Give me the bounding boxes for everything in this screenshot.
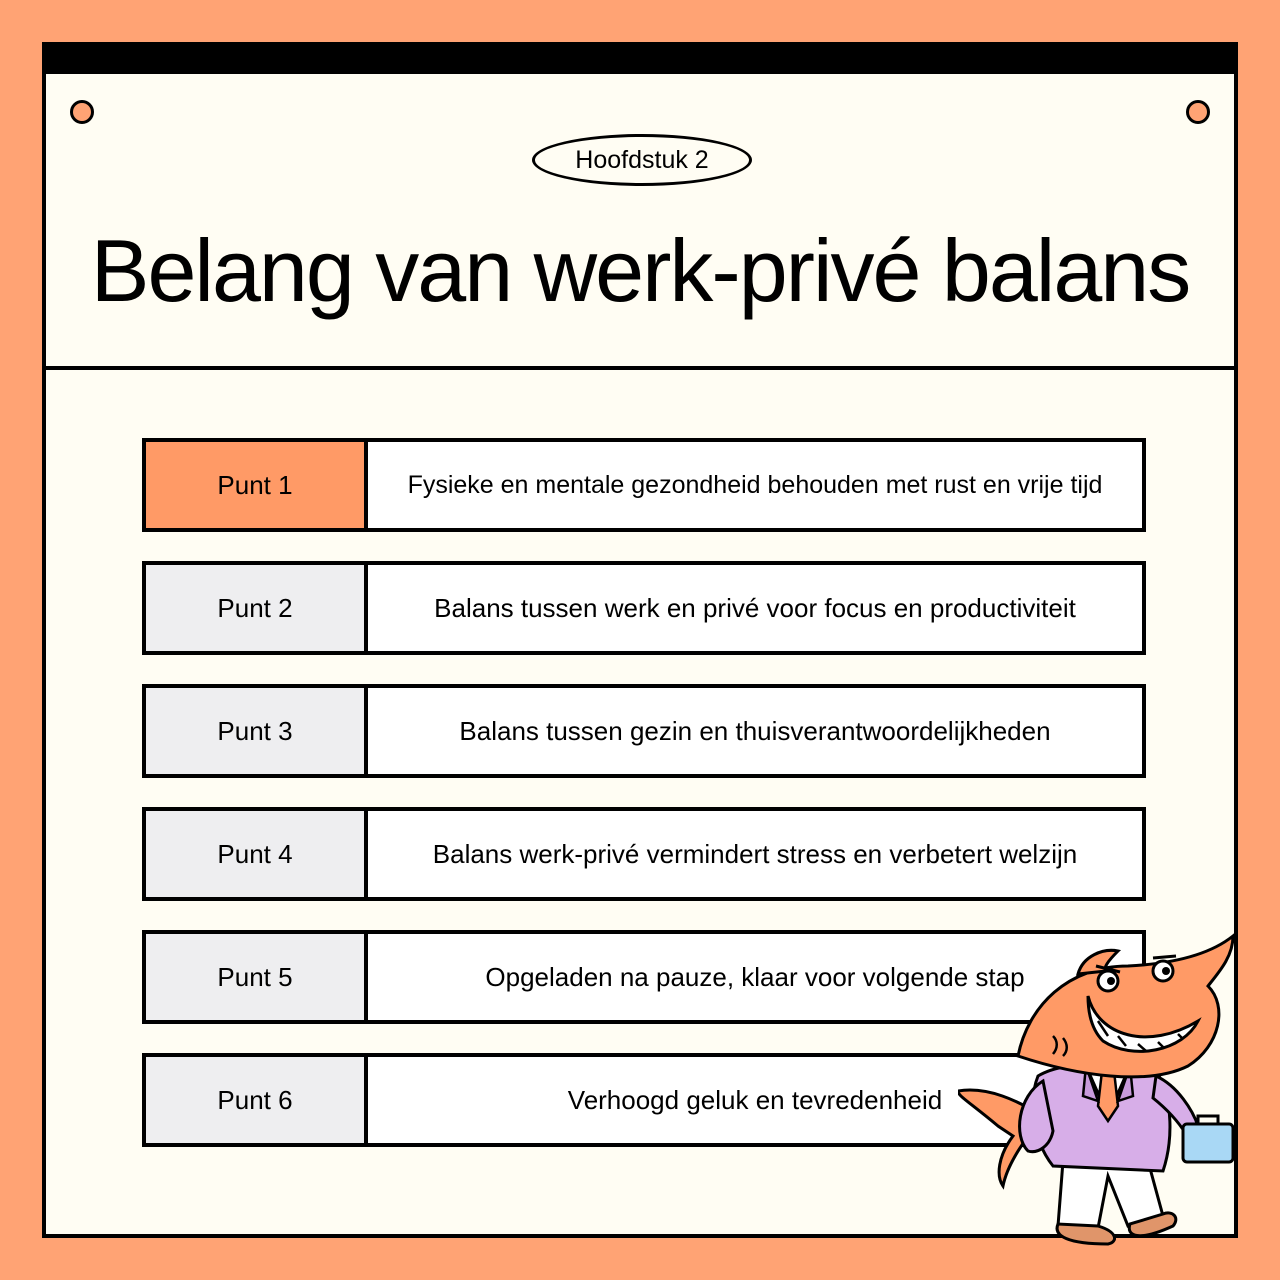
point-row-2 [142, 561, 1146, 655]
point-row-1 [142, 438, 1146, 532]
point-label: Punt 5 [146, 934, 368, 1020]
point-label: Punt 6 [146, 1057, 368, 1143]
top-bar [46, 46, 1234, 74]
shark-mascot-illustration [958, 926, 1258, 1256]
point-row-4 [142, 807, 1146, 901]
point-label: Punt 2 [146, 565, 368, 651]
point-text: Balans tussen werk en privé voor focus en productiviteit [434, 592, 1076, 623]
point-row-3 [142, 684, 1146, 778]
point-text: Balans werk-privé vermindert stress en verbetert welzijn [432, 838, 1078, 869]
pin-right-icon [1186, 100, 1210, 124]
point-text: Balans tussen gezin en thuisverantwoordelijkheden [459, 715, 1051, 746]
point-label: Punt 3 [146, 688, 368, 774]
point-text: Verhoogd geluk en tevredenheid [567, 1084, 943, 1115]
pin-left-icon [70, 100, 94, 124]
point-text: Opgeladen na pauze, klaar voor volgende stap [485, 961, 1025, 992]
point-label: Punt 1 [146, 442, 368, 528]
point-label: Punt 4 [146, 811, 368, 897]
point-text: Fysieke en mentale gezondheid behouden met rust en vrije tijd [407, 470, 1103, 499]
header-divider [46, 366, 1234, 370]
page-title: Belang van werk-privé balans [90, 221, 1190, 320]
chapter-badge: Hoofdstuk 2 [532, 134, 752, 186]
